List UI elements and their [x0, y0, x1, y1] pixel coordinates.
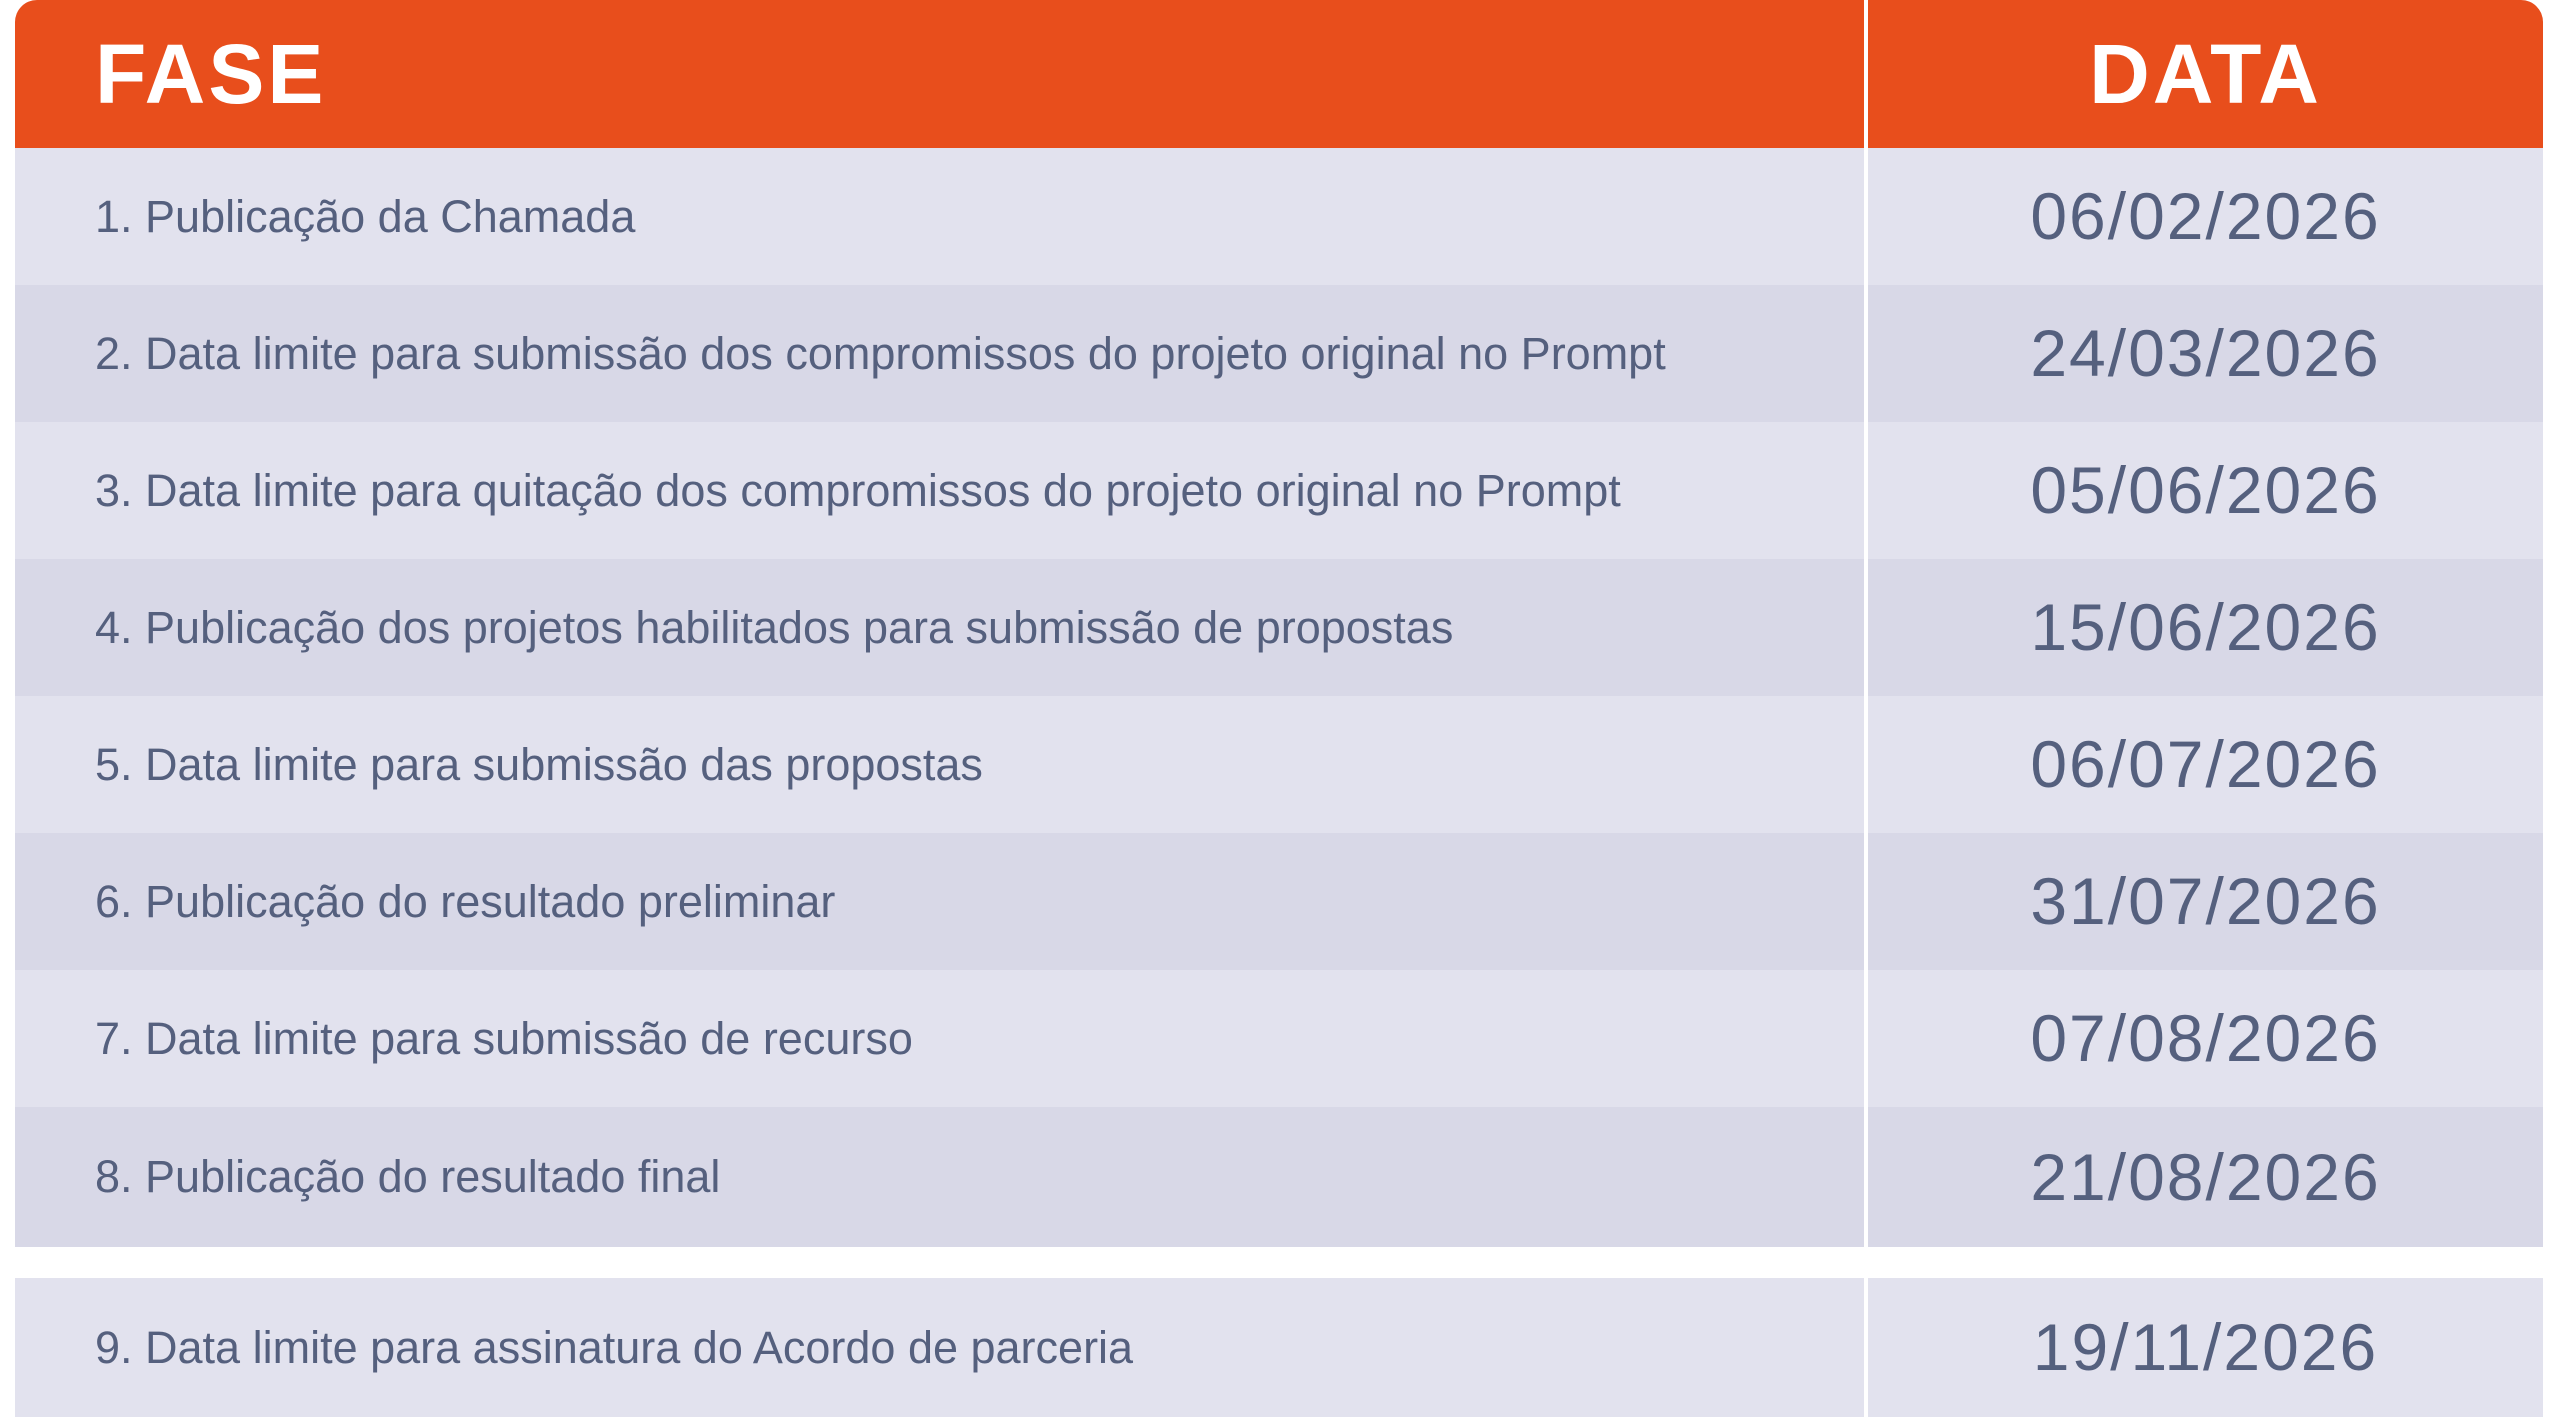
date-cell: 21/08/2026: [2030, 1140, 2381, 1214]
table-row: [15, 1107, 2543, 1247]
phase-cell: 8. Publicação do resultado final: [95, 1151, 721, 1202]
table-header: [15, 0, 2543, 148]
table-row: [15, 422, 2543, 559]
column-header-fase: FASE: [95, 27, 327, 121]
date-cell: 06/02/2026: [2030, 179, 2381, 253]
table-row: [15, 1278, 2543, 1417]
column-header-data: DATA: [2089, 27, 2322, 121]
column-divider: [1864, 0, 1868, 1417]
phase-cell: 5. Data limite para submissão das propostas: [95, 739, 983, 790]
phase-cell: 7. Data limite para submissão de recurso: [95, 1013, 913, 1064]
phase-cell: 6. Publicação do resultado preliminar: [95, 876, 836, 927]
phase-cell: 2. Data limite para submissão dos compromissos do projeto original no Prompt: [95, 328, 1666, 379]
date-cell: 15/06/2026: [2030, 590, 2381, 664]
table-row: [15, 559, 2543, 696]
phase-cell: 3. Data limite para quitação dos compromissos do projeto original no Prompt: [95, 465, 1621, 516]
table-row: [15, 696, 2543, 833]
table-row: [15, 970, 2543, 1107]
table-row: [15, 148, 2543, 285]
date-cell: 07/08/2026: [2030, 1001, 2381, 1075]
date-cell: 06/07/2026: [2030, 727, 2381, 801]
date-cell: 31/07/2026: [2030, 864, 2381, 938]
phase-cell: 1. Publicação da Chamada: [95, 191, 636, 242]
date-cell: 19/11/2026: [2032, 1310, 2379, 1384]
date-cell: 05/06/2026: [2030, 453, 2381, 527]
phase-cell: 4. Publicação dos projetos habilitados para submissão de propostas: [95, 602, 1454, 653]
date-cell: 24/03/2026: [2030, 316, 2381, 390]
phase-cell: 9. Data limite para assinatura do Acordo de parceria: [95, 1322, 1134, 1373]
table-row: [15, 833, 2543, 970]
table-row: [15, 285, 2543, 422]
